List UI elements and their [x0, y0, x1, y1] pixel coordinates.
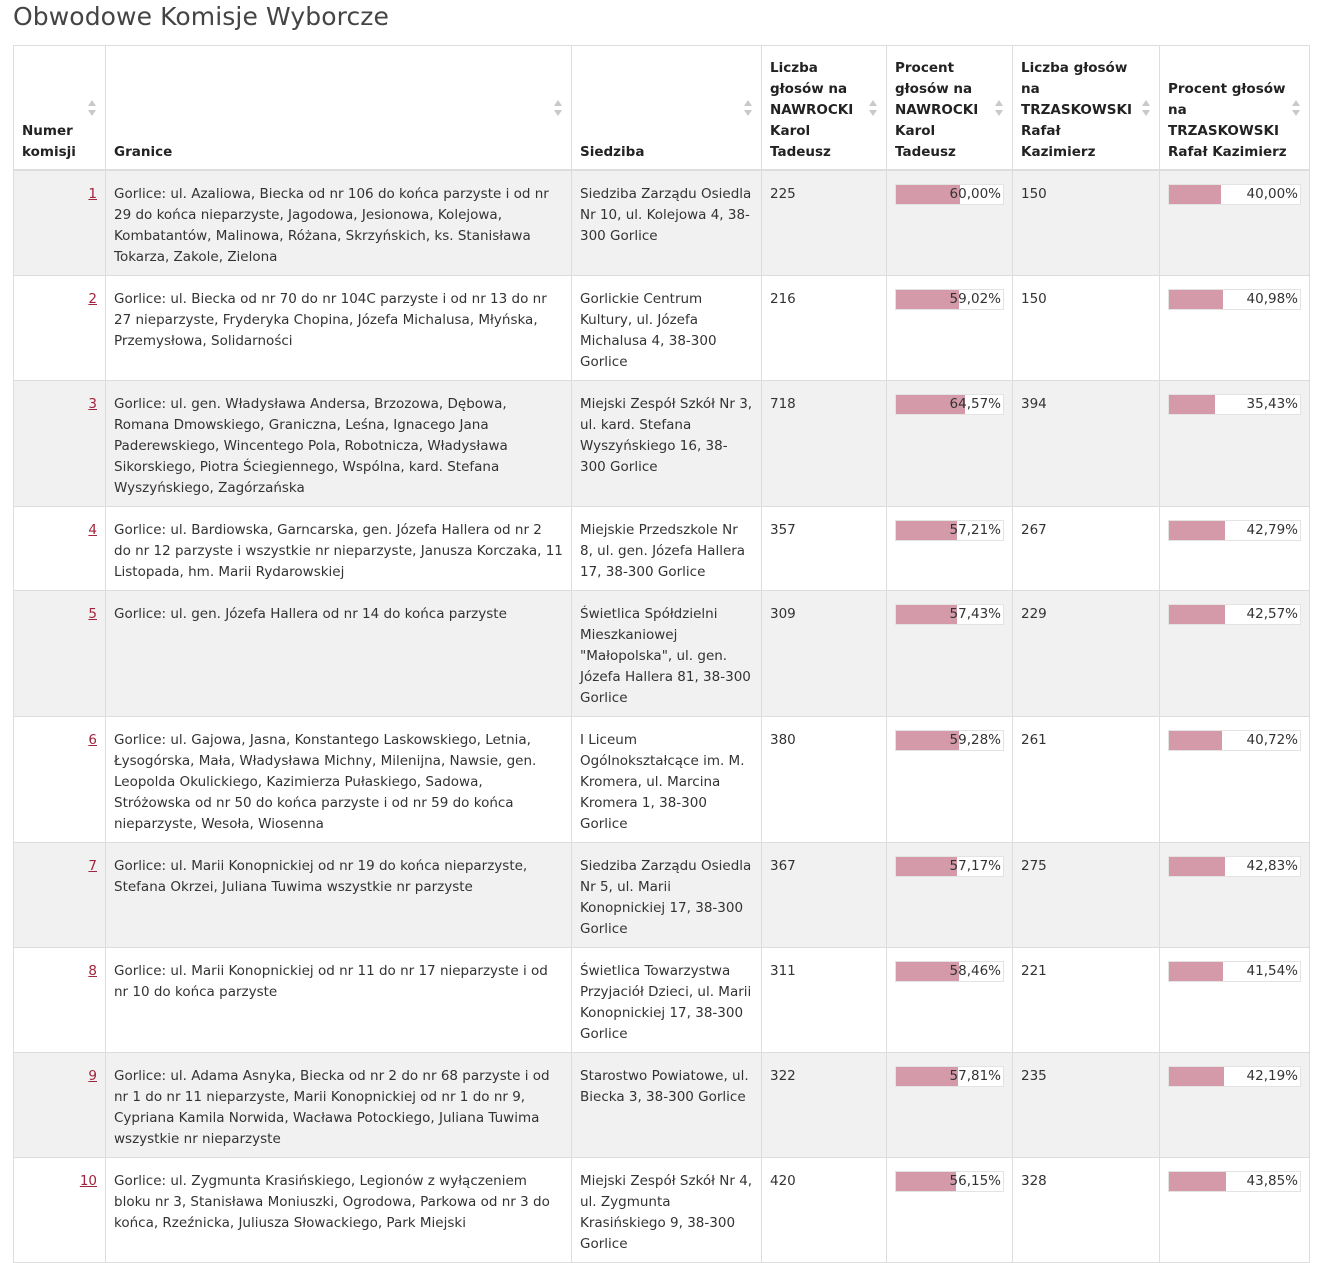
commission-number-cell: [14, 591, 106, 717]
percent-nawrocki-cell: [887, 591, 1013, 717]
seat-cell: Świetlica Spółdzielni Mieszkaniowej "Małopolska", ul. gen. Józefa Hallera 81, 38-300 Gorlice: [572, 591, 762, 717]
votes-trzaskowski-cell: 229: [1013, 591, 1160, 717]
percent-bar-fill: [896, 521, 957, 540]
seat-cell: Miejskie Przedszkole Nr 8, ul. gen. Józefa Hallera 17, 38-300 Gorlice: [572, 507, 762, 591]
table-row: [14, 1158, 1310, 1263]
percent-bar-fill: [1169, 962, 1223, 981]
commission-number-cell: [14, 717, 106, 843]
sort-icon[interactable]: [88, 99, 96, 117]
percent-value: 42,83%: [1246, 858, 1298, 874]
percent-bar: [1168, 856, 1301, 877]
percent-value: 56,15%: [949, 1173, 1001, 1189]
table-row: [14, 843, 1310, 948]
votes-nawrocki-cell: 357: [762, 507, 887, 591]
percent-value: 42,19%: [1246, 1068, 1298, 1084]
percent-trzaskowski-cell: [1160, 1053, 1310, 1158]
commission-number-cell: [14, 507, 106, 591]
boundaries-cell: Gorlice: ul. Zygmunta Krasińskiego, Legionów z wyłączeniem bloku nr 3, Stanisława Moniuszki, Ogrodowa, Parkowa od nr 3 do końca, Rzeźnicka, Juliusza Słowackiego, Park Miejski: [106, 1158, 572, 1263]
percent-value: 42,79%: [1246, 522, 1298, 538]
percent-trzaskowski-cell: [1160, 1158, 1310, 1263]
column-header-label: Liczba głosów na TRZASKOWSKI Rafał Kazimierz: [1021, 60, 1132, 160]
votes-nawrocki-cell: 420: [762, 1158, 887, 1263]
commission-number-cell: [14, 1053, 106, 1158]
percent-value: 57,81%: [949, 1068, 1001, 1084]
seat-cell: Świetlica Towarzystwa Przyjaciół Dzieci, ul. Marii Konopnickiej 17, 38-300 Gorlice: [572, 948, 762, 1053]
sort-icon[interactable]: [1142, 99, 1150, 117]
boundaries-cell: Gorlice: ul. Biecka od nr 70 do nr 104C parzyste i od nr 13 do nr 27 nieparzyste, Fryderyka Chopina, Józefa Michalusa, Młyńska, Przemysłowa, Solidarności: [106, 276, 572, 381]
percent-bar-fill: [896, 605, 957, 624]
seat-cell: Miejski Zespół Szkół Nr 4, ul. Zygmunta Krasińskiego 9, 38-300 Gorlice: [572, 1158, 762, 1263]
percent-bar-fill: [1169, 605, 1225, 624]
table-row: [14, 170, 1310, 276]
percent-nawrocki-cell: [887, 381, 1013, 507]
column-header-votes-nawrocki[interactable]: [762, 46, 887, 171]
percent-bar-fill: [1169, 731, 1222, 750]
percent-trzaskowski-cell: [1160, 276, 1310, 381]
boundaries-cell: Gorlice: ul. Azaliowa, Biecka od nr 106 do końca parzyste i od nr 29 do końca nieparzyste, Jagodowa, Jesionowa, Kolejowa, Kombatantów, Malinowa, Różana, Skrzyńskich, ks. Stanisława Tokarza, Zakole, Zielona: [106, 170, 572, 276]
table-row: [14, 591, 1310, 717]
percent-trzaskowski-cell: [1160, 843, 1310, 948]
boundaries-cell: Gorlice: ul. Marii Konopnickiej od nr 19 do końca nieparzyste, Stefana Okrzei, Juliana Tuwima wszystkie nr parzyste: [106, 843, 572, 948]
table-row: [14, 717, 1310, 843]
percent-value: 40,98%: [1246, 291, 1298, 307]
percent-bar: [1168, 520, 1301, 541]
percent-bar: [1168, 184, 1301, 205]
percent-bar: [895, 184, 1004, 205]
percent-nawrocki-cell: [887, 1053, 1013, 1158]
table-row: [14, 1053, 1310, 1158]
seat-cell: Miejski Zespół Szkół Nr 3, ul. kard. Stefana Wyszyńskiego 16, 38-300 Gorlice: [572, 381, 762, 507]
votes-trzaskowski-cell: 267: [1013, 507, 1160, 591]
percent-bar: [1168, 1171, 1301, 1192]
table-row: [14, 276, 1310, 381]
table-row: [14, 948, 1310, 1053]
column-header-votes-trzaskowski[interactable]: [1013, 46, 1160, 171]
percent-bar: [895, 289, 1004, 310]
boundaries-cell: Gorlice: ul. Gajowa, Jasna, Konstantego Laskowskiego, Letnia, Łysogórska, Mała, Władysława Michny, Milenijna, Nawsie, gen. Leopolda Okulickiego, Kazimierza Pułaskiego, Sadowa, Stróżowska od nr 50 do końca parzyste i od nr 59 do końca nieparzyste, Wesoła, Wiosenna: [106, 717, 572, 843]
boundaries-cell: Gorlice: ul. Adama Asnyka, Biecka od nr 2 do nr 68 parzyste i od nr 1 do nr 11 nieparzyste, Marii Konopnickiej od nr 1 do nr 9, Cypriana Kamila Norwida, Wacława Potockiego, Juliana Tuwima wszystkie nr nieparzyste: [106, 1053, 572, 1158]
percent-bar: [1168, 289, 1301, 310]
page-title: Obwodowe Komisje Wyborcze: [13, 2, 389, 31]
percent-nawrocki-cell: [887, 507, 1013, 591]
percent-bar-fill: [1169, 521, 1225, 540]
results-table-wrapper: [13, 45, 1326, 1263]
sort-icon[interactable]: [1292, 99, 1300, 117]
percent-bar-fill: [1169, 185, 1221, 204]
table-row: [14, 507, 1310, 591]
percent-value: 57,17%: [949, 858, 1001, 874]
percent-nawrocki-cell: [887, 717, 1013, 843]
percent-trzaskowski-cell: [1160, 948, 1310, 1053]
boundaries-cell: Gorlice: ul. gen. Władysława Andersa, Brzozowa, Dębowa, Romana Dmowskiego, Graniczna, Leśna, Ignacego Jana Paderewskiego, Wincentego Pola, Robotnicza, Władysława Sikorskiego, Piotra Ściegiennego, Wspólna, kard. Stefana Wyszyńskiego, Zagórzańska: [106, 381, 572, 507]
percent-bar-fill: [1169, 1172, 1226, 1191]
votes-nawrocki-cell: 322: [762, 1053, 887, 1158]
column-header-numer[interactable]: [14, 46, 106, 171]
percent-bar-fill: [896, 857, 957, 876]
percent-bar: [895, 604, 1004, 625]
seat-cell: Gorlickie Centrum Kultury, ul. Józefa Michalusa 4, 38-300 Gorlice: [572, 276, 762, 381]
commission-number-cell: [14, 1158, 106, 1263]
column-header-label: Procent głosów na TRZASKOWSKI Rafał Kazimierz: [1168, 81, 1287, 160]
column-header-label: Numer komisji: [22, 123, 76, 160]
percent-nawrocki-cell: [887, 170, 1013, 276]
percent-bar-fill: [1169, 395, 1215, 414]
commission-number-link[interactable]: 9: [88, 1068, 97, 1084]
column-header-granice[interactable]: [106, 46, 572, 171]
percent-value: 58,46%: [949, 963, 1001, 979]
percent-bar: [1168, 1066, 1301, 1087]
percent-value: 41,54%: [1246, 963, 1298, 979]
column-header-label: Siedziba: [580, 144, 645, 160]
commission-number-link[interactable]: 1: [88, 186, 97, 202]
percent-nawrocki-cell: [887, 843, 1013, 948]
commission-number-cell: [14, 843, 106, 948]
votes-trzaskowski-cell: 235: [1013, 1053, 1160, 1158]
percent-bar-fill: [1169, 290, 1223, 309]
percent-bar: [895, 520, 1004, 541]
percent-bar-fill: [1169, 857, 1225, 876]
column-header-siedziba[interactable]: [572, 46, 762, 171]
percent-value: 59,02%: [949, 291, 1001, 307]
votes-nawrocki-cell: 367: [762, 843, 887, 948]
commission-number-link[interactable]: 4: [88, 522, 97, 538]
votes-nawrocki-cell: 216: [762, 276, 887, 381]
percent-value: 42,57%: [1246, 606, 1298, 622]
table-row: [14, 381, 1310, 507]
commission-number-link[interactable]: 10: [79, 1173, 97, 1189]
percent-bar: [895, 1066, 1004, 1087]
percent-trzaskowski-cell: [1160, 381, 1310, 507]
commission-number-cell: [14, 276, 106, 381]
column-header-label: Liczba głosów na NAWROCKI Karol Tadeusz: [770, 60, 854, 160]
percent-bar: [895, 394, 1004, 415]
percent-bar: [1168, 604, 1301, 625]
percent-bar: [1168, 961, 1301, 982]
sort-icon[interactable]: [744, 99, 752, 117]
percent-bar: [1168, 394, 1301, 415]
percent-bar: [1168, 730, 1301, 751]
percent-value: 59,28%: [949, 732, 1001, 748]
commission-number-link[interactable]: 7: [88, 858, 97, 874]
percent-value: 43,85%: [1246, 1173, 1298, 1189]
percent-bar: [895, 961, 1004, 982]
votes-nawrocki-cell: 225: [762, 170, 887, 276]
commission-number-cell: [14, 381, 106, 507]
percent-value: 60,00%: [949, 186, 1001, 202]
header-row: [14, 46, 1310, 171]
votes-trzaskowski-cell: 394: [1013, 381, 1160, 507]
seat-cell: Siedziba Zarządu Osiedla Nr 10, ul. Kolejowa 4, 38-300 Gorlice: [572, 170, 762, 276]
percent-value: 57,43%: [949, 606, 1001, 622]
votes-trzaskowski-cell: 328: [1013, 1158, 1160, 1263]
commission-number-cell: [14, 170, 106, 276]
votes-trzaskowski-cell: 275: [1013, 843, 1160, 948]
votes-trzaskowski-cell: 221: [1013, 948, 1160, 1053]
commission-number-link[interactable]: 6: [88, 732, 97, 748]
percent-bar: [895, 1171, 1004, 1192]
sort-icon[interactable]: [869, 99, 877, 117]
commission-number-link[interactable]: 3: [88, 396, 97, 412]
commission-number-link[interactable]: 5: [88, 606, 97, 622]
commission-number-cell: [14, 948, 106, 1053]
votes-nawrocki-cell: 309: [762, 591, 887, 717]
percent-value: 64,57%: [949, 396, 1001, 412]
boundaries-cell: Gorlice: ul. Bardiowska, Garncarska, gen. Józefa Hallera od nr 2 do nr 12 parzyste i wszystkie nr nieparzyste, Janusza Korczaka, 11 Listopada, hm. Marii Rydarowskiej: [106, 507, 572, 591]
percent-nawrocki-cell: [887, 276, 1013, 381]
percent-value: 35,43%: [1246, 396, 1298, 412]
boundaries-cell: Gorlice: ul. Marii Konopnickiej od nr 11 do nr 17 nieparzyste i od nr 10 do końca parzyste: [106, 948, 572, 1053]
percent-nawrocki-cell: [887, 948, 1013, 1053]
percent-nawrocki-cell: [887, 1158, 1013, 1263]
table-body: [14, 170, 1310, 1263]
commission-number-link[interactable]: 8: [88, 963, 97, 979]
commission-number-link[interactable]: 2: [88, 291, 97, 307]
percent-value: 40,00%: [1246, 186, 1298, 202]
votes-trzaskowski-cell: 150: [1013, 276, 1160, 381]
column-header-label: Granice: [114, 144, 173, 160]
votes-nawrocki-cell: 380: [762, 717, 887, 843]
seat-cell: Starostwo Powiatowe, ul. Biecka 3, 38-300 Gorlice: [572, 1053, 762, 1158]
seat-cell: I Liceum Ogólnokształcące im. M. Kromera, ul. Marcina Kromera 1, 38-300 Gorlice: [572, 717, 762, 843]
sort-icon[interactable]: [995, 99, 1003, 117]
percent-value: 40,72%: [1246, 732, 1298, 748]
sort-icon[interactable]: [554, 99, 562, 117]
column-header-label: Procent głosów na NAWROCKI Karol Tadeusz: [895, 60, 979, 160]
seat-cell: Siedziba Zarządu Osiedla Nr 5, ul. Marii Konopnickiej 17, 38-300 Gorlice: [572, 843, 762, 948]
percent-bar-fill: [896, 1172, 956, 1191]
percent-trzaskowski-cell: [1160, 591, 1310, 717]
percent-bar: [895, 730, 1004, 751]
votes-trzaskowski-cell: 261: [1013, 717, 1160, 843]
percent-value: 57,21%: [949, 522, 1001, 538]
table-header: [14, 46, 1310, 171]
percent-bar-fill: [1169, 1067, 1224, 1086]
percent-trzaskowski-cell: [1160, 170, 1310, 276]
results-table: [13, 45, 1310, 1263]
percent-trzaskowski-cell: [1160, 717, 1310, 843]
votes-trzaskowski-cell: 150: [1013, 170, 1160, 276]
percent-bar: [895, 856, 1004, 877]
column-header-percent-nawrocki[interactable]: [887, 46, 1013, 171]
percent-trzaskowski-cell: [1160, 507, 1310, 591]
column-header-percent-trzaskowski[interactable]: [1160, 46, 1310, 171]
boundaries-cell: Gorlice: ul. gen. Józefa Hallera od nr 14 do końca parzyste: [106, 591, 572, 717]
votes-nawrocki-cell: 311: [762, 948, 887, 1053]
votes-nawrocki-cell: 718: [762, 381, 887, 507]
